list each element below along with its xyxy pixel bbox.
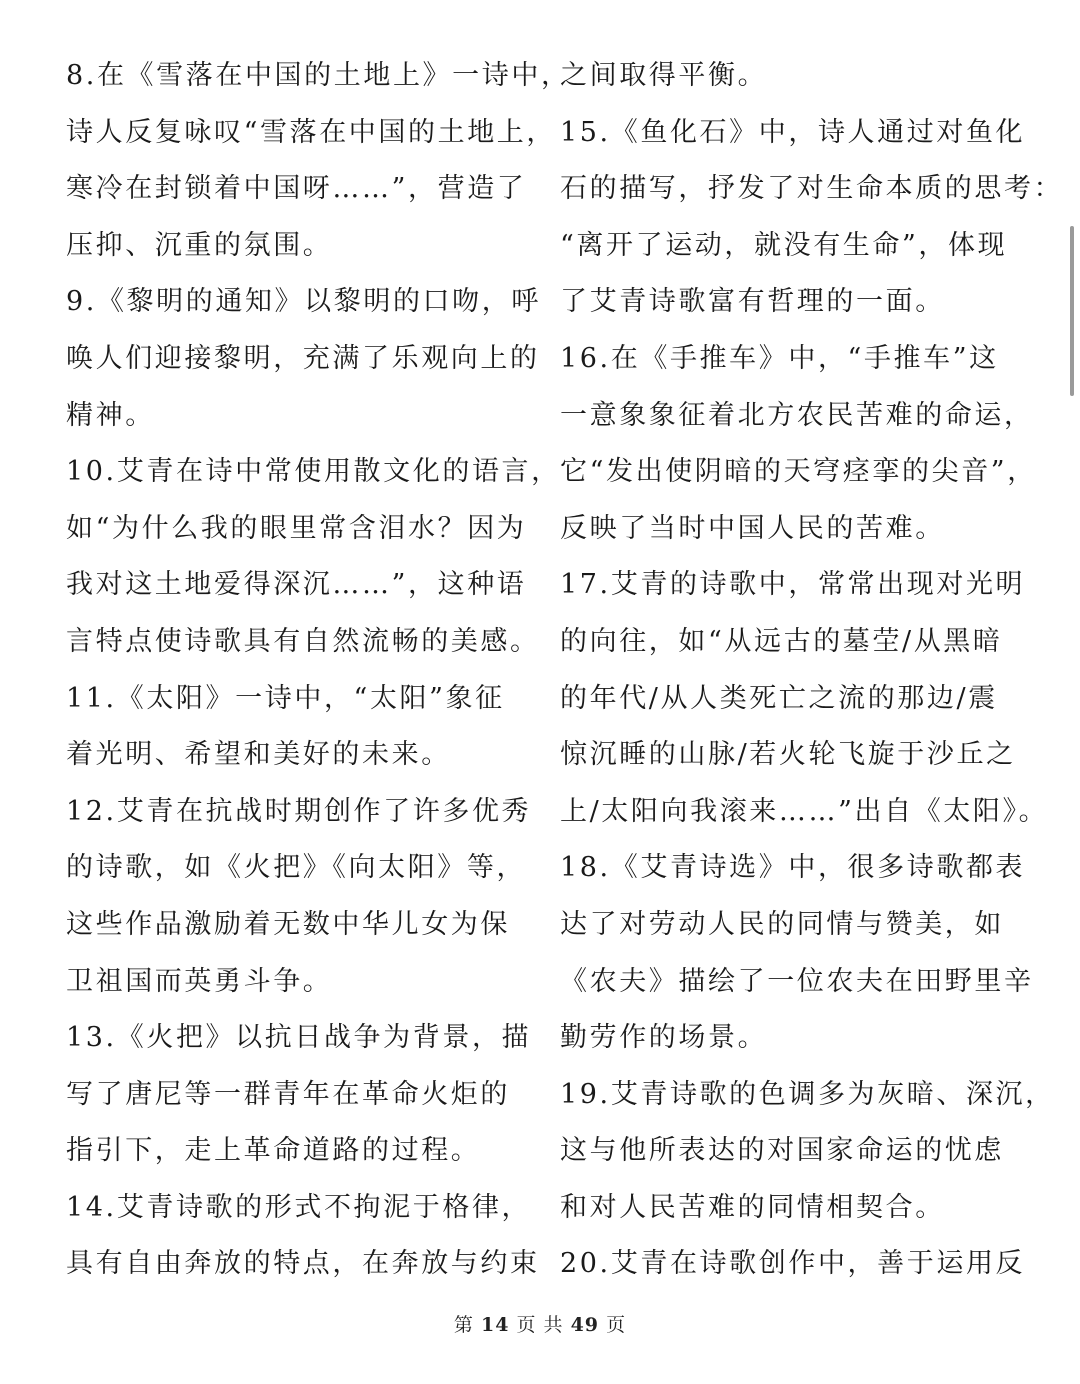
text-line: 精神。 — [66, 399, 155, 431]
text-line: 17.艾青的诗歌中，常常出现对光明 — [560, 569, 1026, 601]
text-line: 16.在《手推车》中，“手推车”这 — [560, 342, 999, 374]
text-line: 20.艾青在诗歌创作中，善于运用反 — [560, 1248, 1026, 1280]
text-line: 18.《艾青诗选》中，很多诗歌都表 — [560, 852, 1026, 884]
text-line: 诗人反复咏叹“雪落在中国的土地上， — [66, 116, 557, 148]
text-line: 写了唐尼等一群青年在革命火炬的 — [66, 1078, 510, 1110]
text-line: 和对人民苦难的同情相契合。 — [560, 1191, 945, 1223]
text-line: 19.艾青诗歌的色调多为灰暗、深沉， — [560, 1078, 1055, 1110]
text-line: 惊沉睡的山脉/若火轮飞旋于沙丘之 — [560, 739, 1016, 771]
left-text-column — [66, 48, 571, 1293]
total-page-count: 49 — [570, 1314, 600, 1336]
text-line: 9.《黎明的通知》以黎明的口吻，呼 — [66, 286, 541, 318]
footer-suffix: 页 — [606, 1314, 627, 1336]
text-line: “离开了运动，就没有生命”，体现 — [560, 229, 1008, 261]
scrollbar-thumb[interactable] — [1070, 226, 1074, 396]
text-line: 10.艾青在诗中常使用散文化的语言， — [66, 456, 561, 488]
text-line: 了艾青诗歌富有哲理的一面。 — [560, 286, 945, 318]
text-line: 寒冷在封锁着中国呀……”，营造了 — [66, 173, 527, 205]
text-line: 的年代/从人类死亡之流的那边/震 — [560, 682, 998, 714]
footer-prefix: 第 — [453, 1314, 474, 1336]
footer-middle: 页 共 — [516, 1314, 564, 1336]
text-line: 11.《太阳》一诗中，“太阳”象征 — [66, 682, 505, 714]
current-page-number: 14 — [480, 1314, 510, 1336]
text-line: 一意象象征着北方农民苦难的命运， — [560, 399, 1034, 431]
text-line: 15.《鱼化石》中，诗人通过对鱼化 — [560, 116, 1026, 148]
text-line: 言特点使诗歌具有自然流畅的美感。 — [66, 625, 540, 657]
text-line: 《农夫》描绘了一位农夫在田野里辛 — [560, 965, 1034, 997]
text-line: 的诗歌，如《火把》《向太阳》等， — [66, 852, 527, 884]
right-text-column — [560, 48, 1064, 1293]
text-line: 压抑、沉重的氛围。 — [66, 229, 333, 261]
text-line: 之间取得平衡。 — [560, 60, 768, 91]
text-line: 反映了当时中国人民的苦难。 — [560, 512, 945, 544]
text-line: 这些作品激励着无数中华儿女为保 — [66, 908, 510, 940]
text-line: 8.在《雪落在中国的土地上》一诗中， — [66, 60, 571, 91]
text-line: 唤人们迎接黎明，充满了乐观向上的 — [66, 342, 540, 374]
text-line: 我对这土地爱得深沉……”，这种语 — [66, 569, 527, 601]
text-line: 勤劳作的场景。 — [560, 1022, 768, 1054]
text-line: 14.艾青诗歌的形式不拘泥于格律， — [66, 1191, 532, 1223]
text-line: 达了对劳动人民的同情与赞美，如 — [560, 908, 1004, 940]
text-line: 12.艾青在抗战时期创作了许多优秀 — [66, 795, 532, 827]
text-line: 如“为什么我的眼里常含泪水？因为 — [66, 512, 527, 544]
text-line: 着光明、希望和美好的未来。 — [66, 739, 451, 771]
text-line: 具有自由奔放的特点，在奔放与约束 — [66, 1248, 540, 1280]
text-line: 它“发出使阴暗的天穹痉挛的尖音”， — [560, 456, 1037, 488]
text-line: 这与他所表达的对国家命运的忧虑 — [560, 1135, 1004, 1167]
text-line: 13.《火把》以抗日战争为背景，描 — [66, 1022, 532, 1054]
text-line: 上/太阳向我滚来……”出自《太阳》。 — [560, 795, 1049, 827]
page-number-footer — [0, 1310, 1080, 1337]
text-line: 指引下，走上革命道路的过程。 — [66, 1135, 481, 1167]
text-line: 卫祖国而英勇斗争。 — [66, 965, 333, 997]
text-line: 的向往，如“从远古的墓茔/从黑暗 — [560, 625, 1003, 657]
text-line: 石的描写，抒发了对生命本质的思考： — [560, 173, 1064, 205]
